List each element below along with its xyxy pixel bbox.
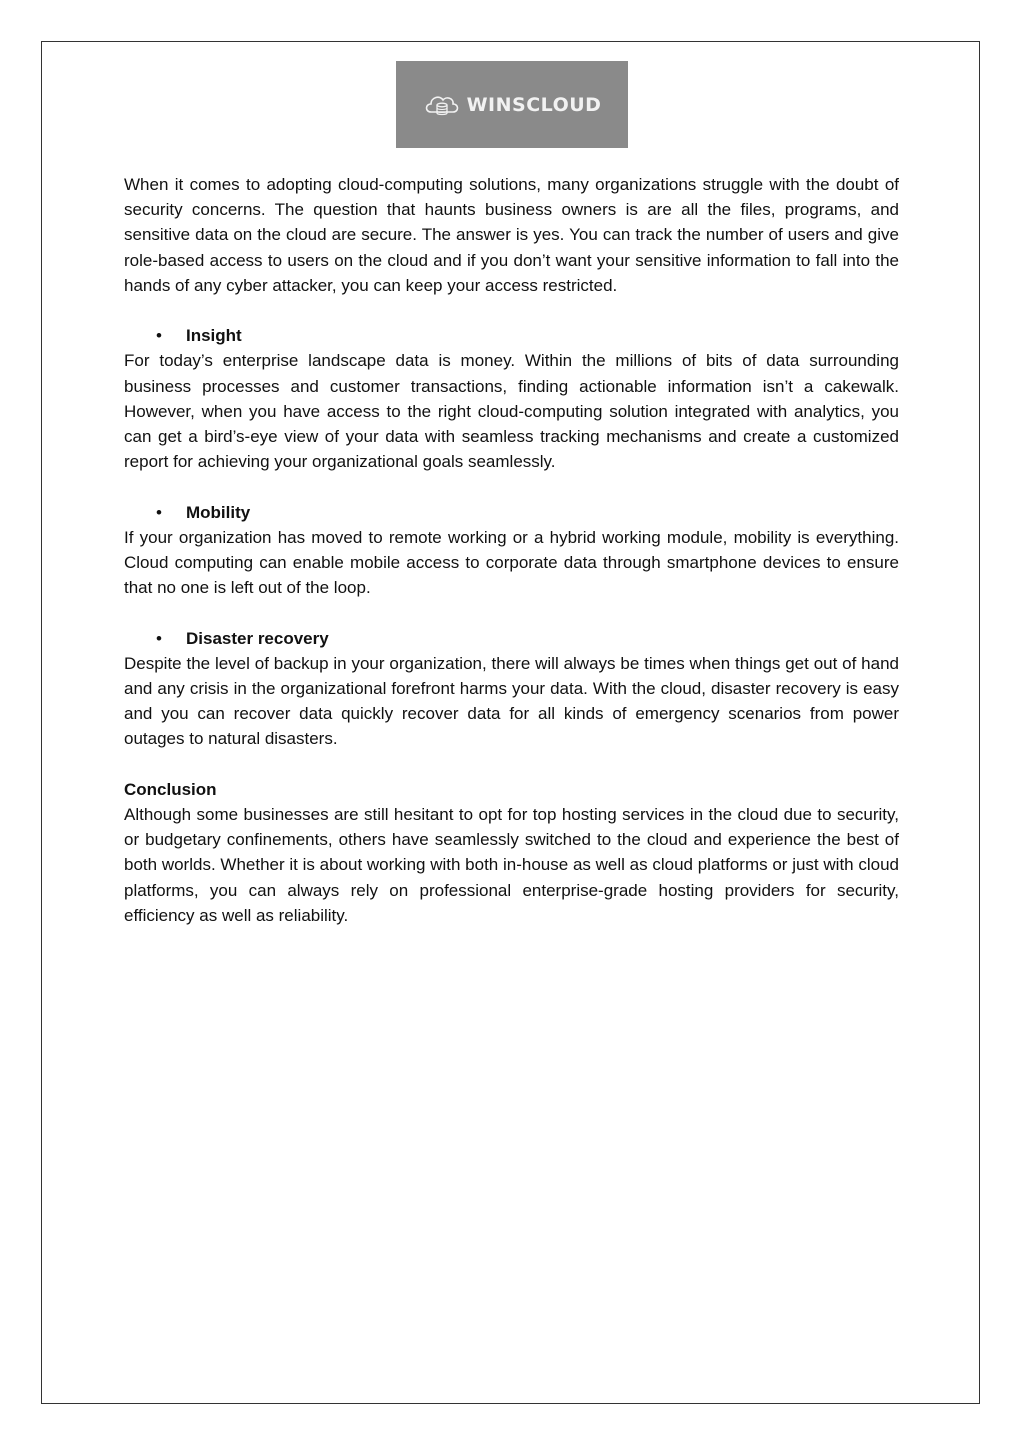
section-title: Mobility xyxy=(186,502,251,522)
bullet-icon: • xyxy=(156,502,162,522)
conclusion-body: Although some businesses are still hesitant to opt for top hosting services in the cloud due to security, or budgetary confinements, others have seamlessly switched to the cloud and experience the best of both worlds. Whether it is about working with both in-house as well as cloud platforms or just with cloud platforms, you can always rely on professional enterprise-grade hosting providers for security, efficiency as well as reliability. xyxy=(124,805,899,925)
section-body-disaster-recovery: Despite the level of backup in your organization, there will always be times when things get out of hand and any crisis in the organizational forefront harms your data. With the cloud, disaster recovery is easy and you can recover data quickly recover data for all kinds of emergency scenarios from power outages to natural disasters. xyxy=(124,653,899,749)
brand-logo-text: WINSCLOUD xyxy=(466,93,602,116)
section-body-mobility: If your organization has moved to remote working or a hybrid working module, mobility is everything. Cloud computing can enable mobile access to corporate data through smartphone devices to ensure that no one is left out of the loop. xyxy=(124,527,899,598)
document-body xyxy=(124,172,899,928)
intro-paragraph: When it comes to adopting cloud-computing solutions, many organizations struggle with the doubt of security concerns. The question that haunts business owners is are all the files, programs, and sensitive data on the cloud are secure. The answer is yes. You can track the number of users and give role-based access to users on the cloud and if you don’t want your sensitive information to fall into the hands of any cyber attacker, you can keep your access restricted. xyxy=(124,175,899,295)
section-heading-disaster-recovery xyxy=(124,626,899,651)
paragraph-spacer xyxy=(124,600,899,625)
brand-logo xyxy=(396,61,628,148)
paragraph-spacer xyxy=(124,298,899,323)
section-title: Insight xyxy=(186,326,242,346)
bullet-icon: • xyxy=(156,628,162,648)
section-heading-mobility xyxy=(124,500,899,525)
section-heading-insight xyxy=(124,323,899,348)
paragraph-spacer xyxy=(124,474,899,499)
bullet-icon: • xyxy=(156,326,162,346)
paragraph-spacer xyxy=(124,752,899,777)
section-title: Disaster recovery xyxy=(186,628,329,648)
conclusion-heading: Conclusion xyxy=(124,779,217,799)
cloud-database-icon xyxy=(423,90,463,120)
section-body-insight: For today’s enterprise landscape data is money. Within the millions of bits of data surrounding business processes and customer transactions, finding actionable information isn’t a cakewalk. However, when you have access to the right cloud-computing solution integrated with analytics, you can get a bird’s-eye view of your data with seamless tracking mechanisms and create a customized report for achieving your organizational goals seamlessly. xyxy=(124,351,899,472)
